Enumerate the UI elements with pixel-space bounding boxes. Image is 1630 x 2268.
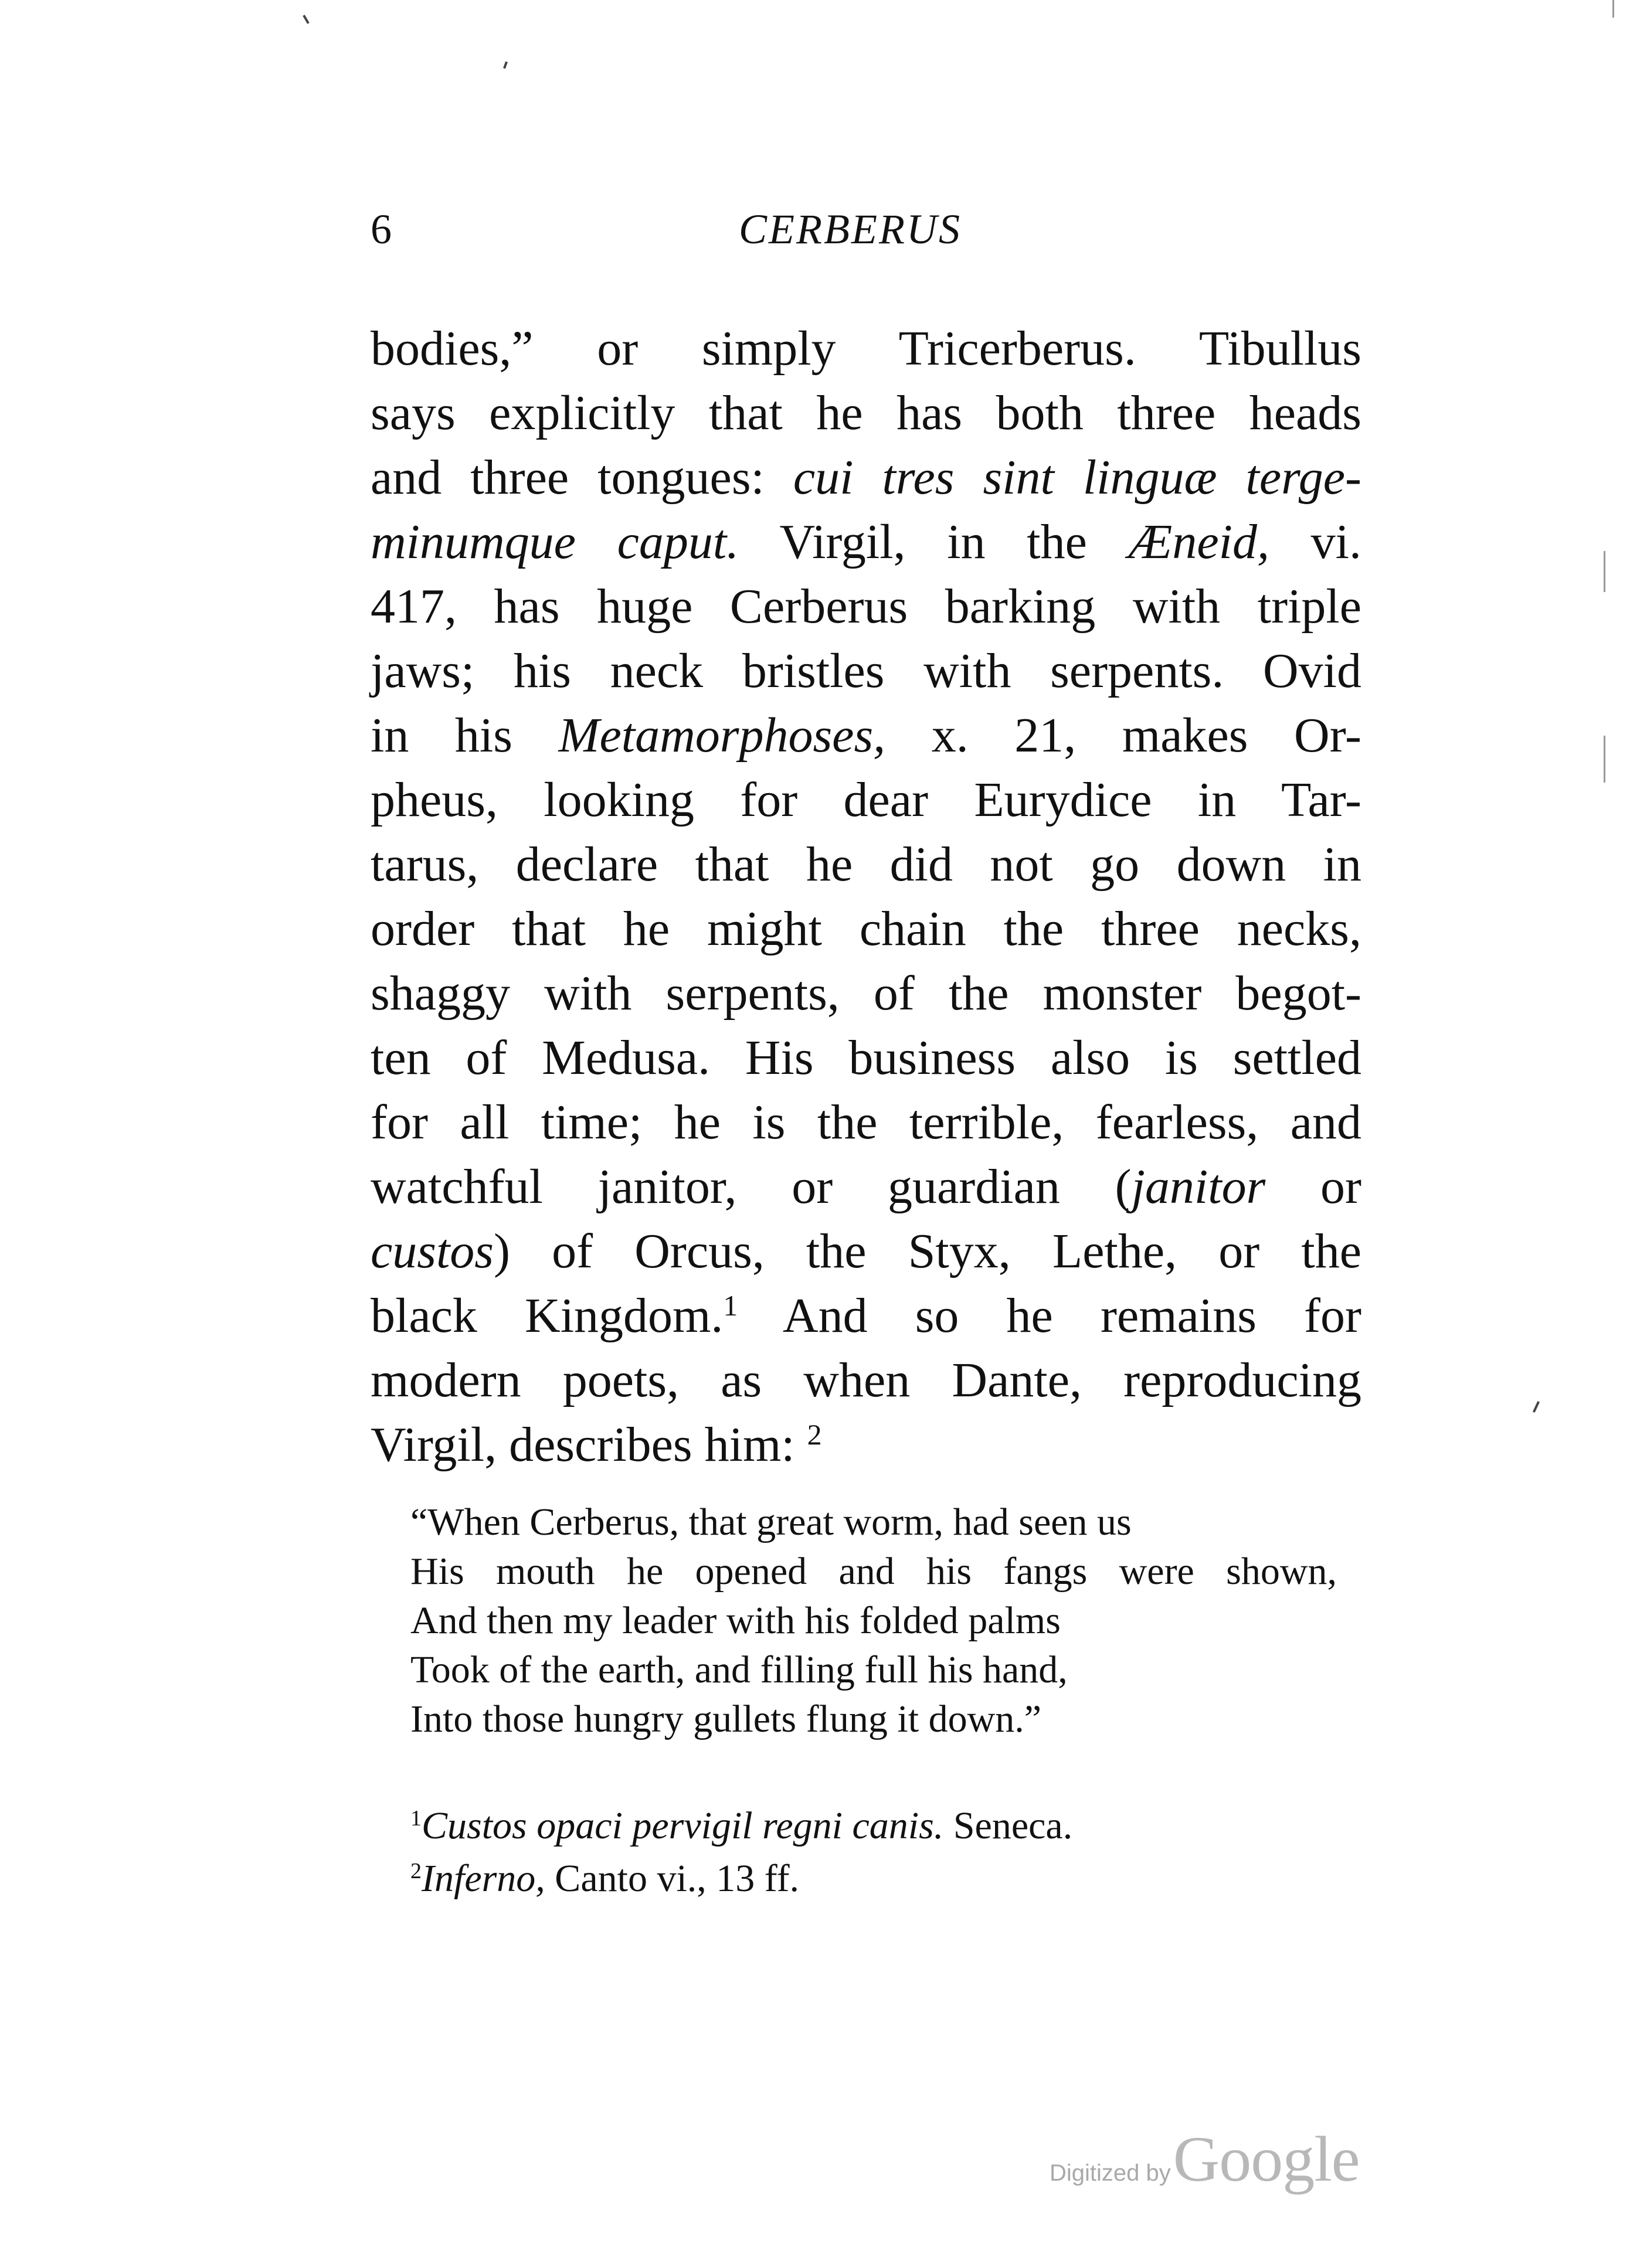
body-text-run: Virgil, describes him: (371, 1417, 807, 1472)
body-text-run: bodies,” or simply Tricerberus. Tibullus (371, 321, 1361, 376)
scan-speck (1604, 551, 1605, 592)
body-line (371, 961, 1361, 1026)
footnote-marker: 1 (410, 1806, 422, 1831)
body-text-run: black Kingdom. (371, 1288, 724, 1343)
footnote-reference: 2 (807, 1418, 822, 1451)
body-text-run: order that he might chain the three necks, (371, 902, 1361, 956)
page-header (0, 205, 1630, 264)
body-line (371, 317, 1361, 381)
footnote-text: Canto vi., 13 ff. (545, 1857, 800, 1900)
body-text-run: ) of Orcus, the Styx, Lethe, or the (494, 1224, 1361, 1278)
verse-line: “When Cerberus, that great worm, had seen us (410, 1501, 1132, 1543)
verse-line: His mouth he opened and his fangs were shown, (410, 1550, 1337, 1593)
italic-text-run: custos (371, 1224, 494, 1278)
italic-text-run: cui tres sint linguæ terge- (793, 450, 1362, 505)
body-text-run: watchful janitor, or guardian ( (371, 1159, 1132, 1214)
body-line (371, 897, 1361, 961)
body-text-run: And so he remains for (738, 1288, 1361, 1343)
footnote-italic-text: Inferno, (422, 1857, 545, 1900)
footnotes (410, 1800, 1278, 1905)
italic-text-run: janitor (1131, 1159, 1266, 1214)
body-line (371, 639, 1361, 703)
body-text-run: tarus, declare that he did not go down in (371, 837, 1361, 892)
footnote-marker: 2 (410, 1859, 422, 1883)
body-line (371, 446, 1361, 510)
body-text-run: 417, has huge Cerberus barking with triple (371, 579, 1361, 634)
body-line (371, 1155, 1361, 1219)
body-text-run: for all time; he is the terrible, fearless, and (371, 1095, 1361, 1150)
scan-speck (303, 15, 309, 24)
body-text-run: jaws; his neck bristles with serpents. Ovid (371, 644, 1361, 698)
body-text-run: says explicitly that he has both three heads (371, 386, 1361, 440)
italic-text-run: Æneid, (1128, 515, 1269, 569)
body-line (371, 510, 1361, 574)
body-line (371, 703, 1361, 768)
body-line (371, 1284, 1361, 1348)
verse-line: Took of the earth, and filling full his hand, (410, 1648, 1068, 1691)
page-number: 6 (371, 206, 392, 253)
body-line (371, 1026, 1361, 1090)
body-text-run: ten of Medusa. His business also is settled (371, 1031, 1361, 1085)
footnote-reference: 1 (723, 1289, 738, 1322)
body-line (371, 381, 1361, 446)
footnote-italic-text: Custos opaci pervigil regni canis. (422, 1804, 944, 1847)
scan-speck (1604, 736, 1605, 783)
body-line (371, 832, 1361, 897)
body-line (371, 574, 1361, 639)
google-wordmark: Google (1173, 2123, 1360, 2195)
footnote (410, 1800, 1278, 1852)
digitized-label: Digitized by (1050, 2160, 1171, 2186)
body-text-run: shaggy with serpents, of the monster begot- (371, 966, 1361, 1021)
italic-text-run: minumque caput. (371, 515, 739, 569)
body-line (371, 1413, 1361, 1477)
body-line (371, 1348, 1361, 1413)
body-text-run: x. 21, makes Or- (885, 708, 1361, 763)
body-text-run: and three tongues: (371, 450, 793, 505)
body-text-run: modern poets, as when Dante, reproducing (371, 1353, 1361, 1407)
body-text-run: or (1265, 1159, 1361, 1214)
verse-line: Into those hungry gullets flung it down.” (410, 1698, 1042, 1740)
digitized-watermark (1050, 2122, 1360, 2195)
italic-text-run: Metamorphoses, (558, 708, 886, 763)
footnote (410, 1852, 1278, 1905)
footnote-text: Seneca. (943, 1804, 1073, 1847)
body-line (371, 1090, 1361, 1155)
running-title: CERBERUS (739, 206, 962, 253)
body-line (371, 1219, 1361, 1284)
scan-speck (1533, 1401, 1540, 1413)
body-text-run: vi. (1269, 515, 1361, 569)
scan-speck (503, 62, 508, 69)
body-text-run: in his (371, 708, 559, 763)
body-text-run: pheus, looking for dear Eurydice in Tar- (371, 773, 1361, 827)
scan-speck (1612, 0, 1614, 18)
verse-line: And then my leader with his folded palms (410, 1599, 1061, 1642)
body-text-run: Virgil, in the (739, 515, 1129, 569)
body-paragraph (371, 317, 1361, 1477)
verse-quotation (410, 1498, 1337, 1744)
body-line (371, 768, 1361, 832)
